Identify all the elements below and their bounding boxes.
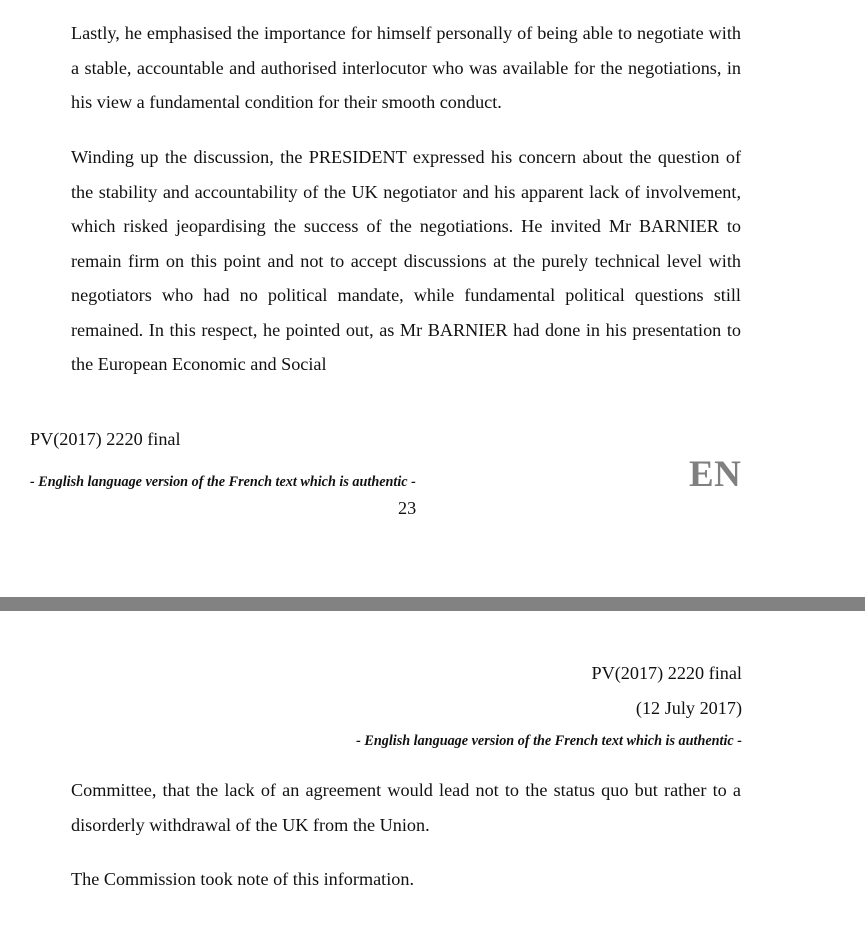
body-paragraph-winding-up: Winding up the discussion, the PRESIDENT expressed his concern about the question of the stability and accountability of the UK negotiator and his apparent lack of involvement, which risked jeopardising the success of the negotiations. He invited Mr BARNIER to remain firm on this point and not to accept discussions at the purely technical level with negotiators who had no political mandate, while fundamental political questions still remained. In this respect, he pointed out, as Mr BARNIER had done in his presentation to the European Economic and Social [71, 147, 741, 374]
body-paragraph-committee: Committee, that the lack of an agreement would lead not to the status quo but rather to a disorderly withdrawal of the UK from the Union. [71, 780, 741, 835]
header-language-note: - English language version of the French text which is authentic - [356, 733, 742, 749]
body-paragraph-lastly: Lastly, he emphasised the importance for himself personally of being able to negotiate with a stable, accountable and authorised interlocutor who was available for the negotiations, in his view a fundamental condition for their smooth conduct. [71, 23, 741, 112]
page-separator [0, 597, 865, 611]
footer-document-reference: PV(2017) 2220 final [30, 429, 181, 449]
header-document-reference: PV(2017) 2220 final [591, 663, 742, 683]
header-date: (12 July 2017) [635, 698, 742, 718]
page-number: 23 [398, 498, 417, 518]
body-paragraph-commission-note: The Commission took note of this information. [71, 869, 415, 889]
footer-language-note: - English language version of the French text which is authentic - [30, 474, 416, 490]
language-code-badge: EN [689, 454, 742, 495]
